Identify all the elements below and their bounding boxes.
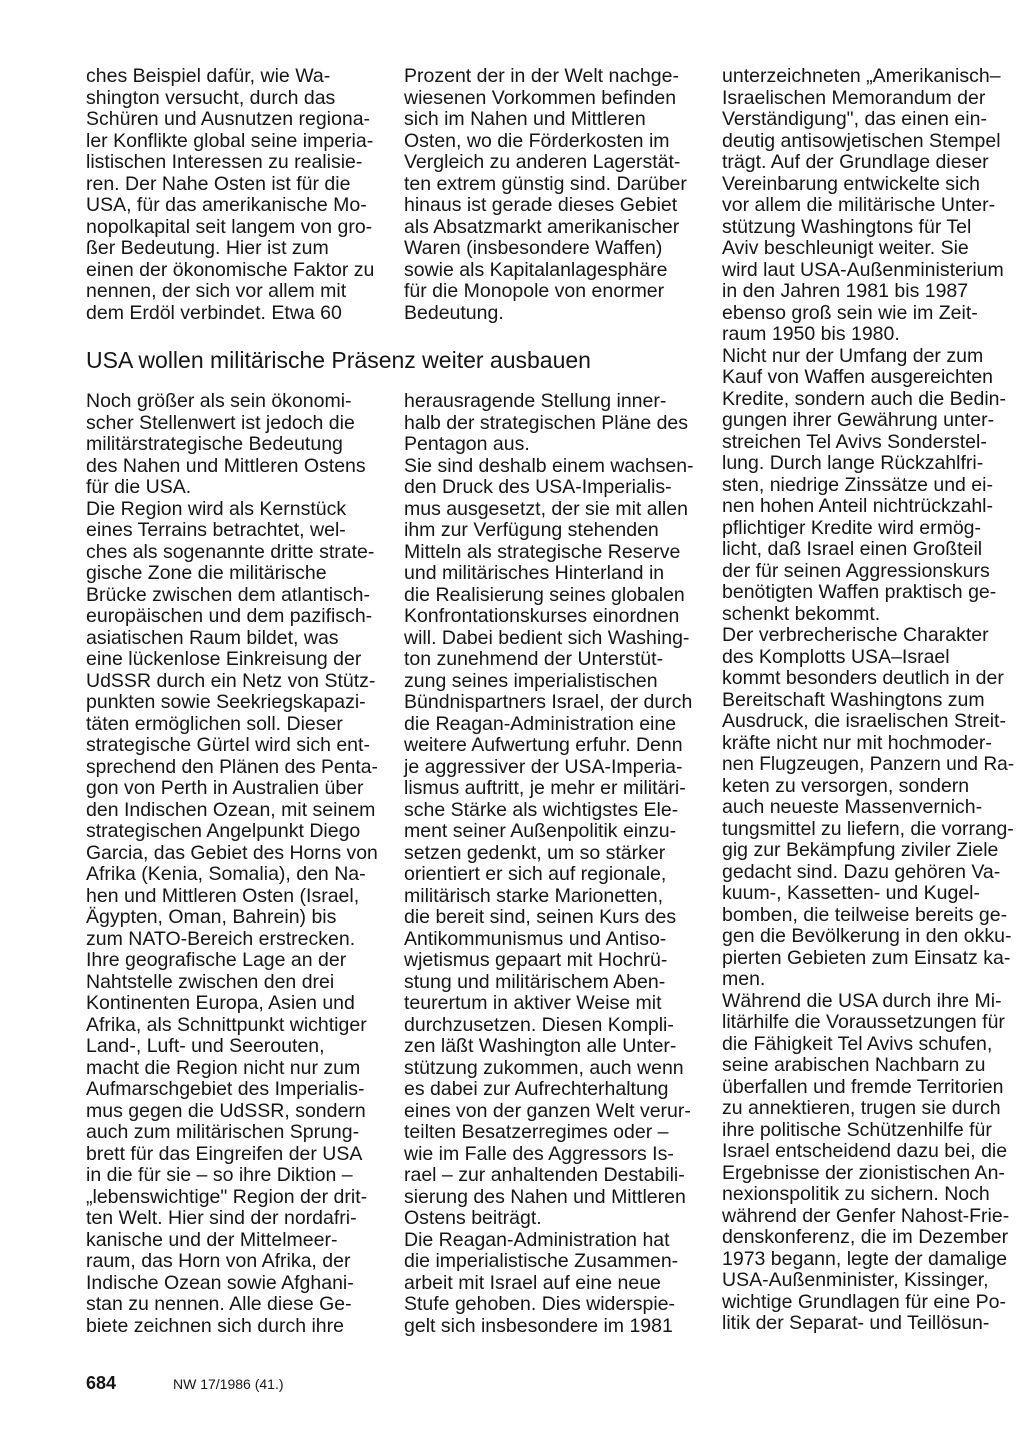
text-line: ler Konflikte global seine imperia- bbox=[86, 129, 374, 152]
text-line: eines Terrains betrachtet, wel- bbox=[86, 519, 346, 541]
text-line: punkten sowie Seekriegskapazi- bbox=[86, 691, 366, 713]
text-line: Aufmarschgebiet des Imperialis- bbox=[86, 1078, 365, 1100]
text-line: Schüren und Ausnutzen regiona- bbox=[86, 108, 371, 130]
text-line: ches als sogenannte dritte strate- bbox=[86, 540, 375, 563]
text-line: die imperialistische Zusammen- bbox=[404, 1250, 679, 1272]
text-line: Land-, Luft- und Seerouten, bbox=[86, 1035, 325, 1057]
text-line: Osten, wo die Förderkosten im bbox=[404, 129, 670, 152]
text-line: licht, daß Israel einen Großteil bbox=[722, 538, 983, 560]
page-number: 684 bbox=[86, 1373, 117, 1393]
text-line: USA, für das amerikanische Mo- bbox=[86, 194, 367, 216]
text-line: mus gegen die UdSSR, sondern bbox=[86, 1099, 366, 1122]
text-line: Vereinbarung entwickelte sich bbox=[722, 172, 980, 195]
text-line: asiatischen Raum bildet, was bbox=[86, 626, 339, 649]
text-line: wjetismus gepaart mit Hochrü- bbox=[404, 949, 668, 971]
text-line: Vergleich zu anderen Lagerstät- bbox=[404, 151, 681, 173]
text-line: Stufe gehoben. Dies widerspie- bbox=[404, 1293, 675, 1315]
text-line: Die Reagan-Administration hat bbox=[404, 1228, 670, 1251]
text-line: ihre politische Schützenhilfe für bbox=[722, 1118, 992, 1141]
text-line: Während die USA durch ihre Mi- bbox=[722, 989, 1002, 1012]
text-line: hen und Mittleren Osten (Israel, bbox=[86, 884, 360, 907]
text-line: vor allem die militärische Unter- bbox=[722, 194, 996, 216]
text-line: „lebenswichtige" Region der drit- bbox=[86, 1185, 368, 1208]
text-line: Ausdruck, die israelischen Streit- bbox=[722, 710, 1006, 732]
bottom-column-2 bbox=[404, 391, 694, 1337]
text-line: raum 1950 bis 1980. bbox=[722, 323, 900, 345]
text-line: wie im Falle des Aggressors Is- bbox=[404, 1142, 674, 1165]
text-line: gon von Perth in Australien über bbox=[86, 777, 364, 799]
text-line: raum, das Horn von Afrika, der bbox=[86, 1250, 351, 1272]
text-line: gig zur Bekämpfung ziviler Ziele bbox=[722, 839, 999, 861]
text-line: unterzeichneten „Amerikanisch– bbox=[722, 65, 1001, 87]
text-line: für die Monopole von enormer bbox=[404, 280, 665, 302]
text-line: ebenso groß sein wie im Zeit- bbox=[722, 301, 978, 324]
text-line: zung seines imperialistischen bbox=[404, 669, 658, 692]
paragraph bbox=[722, 625, 1014, 991]
paragraph bbox=[86, 391, 378, 499]
text-line: je aggressiver der USA-Imperia- bbox=[404, 755, 683, 778]
text-line: wichtige Grundlagen für eine Po- bbox=[722, 1290, 1006, 1313]
text-line: Kredite, sondern auch die Bedin- bbox=[722, 387, 1007, 410]
text-line: gedacht sind. Dazu gehören Va- bbox=[722, 860, 1001, 883]
text-line: Bereitschaft Washingtons zum bbox=[722, 688, 985, 711]
right-column bbox=[722, 66, 1014, 1335]
text-line: Indische Ozean sowie Afghani- bbox=[86, 1271, 354, 1294]
text-line: strategischen Angelpunkt Diego bbox=[86, 820, 361, 842]
text-line: Bedeutung. bbox=[404, 301, 504, 324]
text-line: macht die Region nicht nur zum bbox=[86, 1056, 361, 1079]
text-line: Ergebnisse der zionistischen An- bbox=[722, 1161, 1005, 1184]
text-line: seine arabischen Nachbarn zu bbox=[722, 1054, 986, 1076]
text-line: während der Genfer Nahost-Frie- bbox=[722, 1204, 1010, 1227]
text-line: Noch größer als sein ökonomi- bbox=[86, 390, 352, 412]
text-line: in den Jahren 1981 bis 1987 bbox=[722, 280, 969, 302]
text-line: sierung des Nahen und Mittleren bbox=[404, 1185, 686, 1208]
text-line: als Absatzmarkt amerikanischer bbox=[404, 215, 680, 238]
text-line: Afrika (Kenia, Somalia), den Na- bbox=[86, 863, 366, 885]
text-line: Sie sind deshalb einem wachsen- bbox=[404, 454, 694, 477]
text-line: tungsmittel zu liefern, die vorrang- bbox=[722, 817, 1014, 840]
text-line: streichen Tel Avivs Sonderstel- bbox=[722, 430, 987, 453]
text-line: deutig antisowjetischen Stempel bbox=[722, 129, 1001, 152]
text-line: Prozent der in der Welt nachge- bbox=[404, 65, 679, 87]
text-line: wird laut USA-Außenministerium bbox=[722, 258, 1004, 281]
text-line: eines von der ganzen Welt verur- bbox=[404, 1099, 691, 1122]
text-line: ihm zur Verfügung stehenden bbox=[404, 519, 659, 541]
text-line: hinaus ist gerade dieses Gebiet bbox=[404, 194, 678, 216]
text-line: und militärisches Hinterland in bbox=[404, 562, 665, 584]
text-line: nen hohen Anteil nichtrückzahl- bbox=[722, 495, 994, 517]
text-line: strategische Gürtel wird sich ent- bbox=[86, 734, 370, 756]
text-line: sche Stärke als wichtigstes Ele- bbox=[404, 798, 679, 821]
paragraph bbox=[86, 499, 378, 951]
text-line: ren. Der Nahe Osten ist für die bbox=[86, 172, 351, 195]
text-line: eine lückenlose Einkreisung der bbox=[86, 648, 362, 670]
text-line: wiesenen Vorkommen befinden bbox=[404, 86, 677, 109]
text-line: stützung Washingtons für Tel bbox=[722, 215, 972, 238]
text-line: herausragende Stellung inner- bbox=[404, 390, 667, 412]
text-line: die Realisierung seines globalen bbox=[404, 583, 685, 606]
text-line: nexionspolitik zu sichern. Noch bbox=[722, 1183, 990, 1205]
text-line: gen die Bevölkerung in den okku- bbox=[722, 925, 1012, 947]
text-line: dem Erdöl verbindet. Etwa 60 bbox=[86, 301, 342, 324]
text-line: keten zu versorgen, sondern bbox=[722, 774, 970, 797]
text-line: setzen gedenkt, um so stärker bbox=[404, 841, 666, 864]
text-line: Nicht nur der Umfang der zum bbox=[722, 344, 984, 367]
text-line: sich im Nahen und Mittleren bbox=[404, 108, 646, 130]
text-line: schenkt bekommt. bbox=[722, 602, 881, 625]
text-line: militärstrategische Bedeutung bbox=[86, 433, 343, 455]
text-line: teilten Besatzerregimes oder – bbox=[404, 1121, 669, 1143]
text-line: men. bbox=[722, 968, 766, 990]
text-line: auch zum militärischen Sprung- bbox=[86, 1121, 360, 1143]
text-line: weitere Aufwertung erfuhr. Denn bbox=[404, 734, 683, 756]
text-line: mus ausgesetzt, der sie mit allen bbox=[404, 497, 688, 520]
paragraph bbox=[404, 391, 694, 456]
paragraph bbox=[722, 66, 1014, 346]
paragraph bbox=[722, 991, 1014, 1335]
text-line: pflichtiger Kredite wird ermög- bbox=[722, 516, 982, 539]
text-line: litik der Separat- und Teillösun- bbox=[722, 1312, 990, 1334]
text-line: Mitteln als strategische Reserve bbox=[404, 540, 681, 563]
bottom-column-1 bbox=[86, 391, 378, 1337]
text-line: nennen, der sich vor allem mit bbox=[86, 280, 347, 302]
text-line: litärhilfe die Voraussetzungen für bbox=[722, 1011, 1005, 1033]
text-line: den Druck des USA-Imperialis- bbox=[404, 476, 672, 498]
text-line: Kontinenten Europa, Asien und bbox=[86, 992, 355, 1014]
text-line: lismus auftritt, je mehr er militäri- bbox=[404, 777, 686, 799]
text-line: halb der strategischen Pläne des bbox=[404, 411, 689, 434]
text-line: zu annektieren, trugen sie durch bbox=[722, 1097, 1001, 1119]
paragraph bbox=[404, 1230, 694, 1338]
text-line: pierten Gebieten zum Einsatz ka- bbox=[722, 946, 1011, 969]
text-line: Bündnispartners Israel, der durch bbox=[404, 691, 693, 713]
text-line: bomben, die teilweise bereits ge- bbox=[722, 903, 1008, 926]
text-line: Pentagon aus. bbox=[404, 433, 530, 455]
text-line: listischen Interessen zu realisie- bbox=[86, 151, 363, 173]
text-line: Antikommunismus und Antiso- bbox=[404, 927, 667, 950]
text-line: nopolkapital seit langem von gro- bbox=[86, 215, 373, 238]
text-line: kuum-, Kassetten- und Kugel- bbox=[722, 882, 980, 904]
text-line: der für seinen Aggressionskurs bbox=[722, 559, 990, 582]
text-line: den Indischen Ozean, mit seinem bbox=[86, 798, 376, 821]
text-line: Brücke zwischen dem atlantisch- bbox=[86, 583, 370, 606]
text-line: Garcia, das Gebiet des Horns von bbox=[86, 841, 378, 864]
text-line: shington versucht, durch das bbox=[86, 86, 336, 109]
text-line: Israelischen Memorandum der bbox=[722, 86, 986, 109]
text-line: gelt sich insbesondere im 1981 bbox=[404, 1314, 673, 1337]
text-line: trägt. Auf der Grundlage dieser bbox=[722, 151, 989, 173]
text-line: nen Flugzeugen, Panzern und Ra- bbox=[722, 753, 1015, 775]
top-column-2 bbox=[404, 66, 694, 324]
text-line: USA-Außenminister, Kissinger, bbox=[722, 1269, 989, 1291]
text-line: die Reagan-Administration eine bbox=[404, 712, 677, 735]
text-line: ches Beispiel dafür, wie Wa- bbox=[86, 65, 331, 87]
text-line: überfallen und fremde Territorien bbox=[722, 1075, 1004, 1098]
text-line: UdSSR durch ein Netz von Stütz- bbox=[86, 669, 376, 692]
paragraph bbox=[404, 456, 694, 1230]
text-line: kanische und der Mittelmeer- bbox=[86, 1228, 338, 1251]
text-line: ten extrem günstig sind. Darüber bbox=[404, 172, 687, 195]
text-line: ton zunehmend der Unterstüt- bbox=[404, 648, 664, 670]
text-line: Afrika, als Schnittpunkt wichtiger bbox=[86, 1013, 367, 1036]
text-line: biete zeichnen sich durch ihre bbox=[86, 1314, 344, 1337]
text-line: brett für das Eingreifen der USA bbox=[86, 1142, 363, 1165]
text-line: ten Welt. Hier sind der nordafri- bbox=[86, 1207, 357, 1229]
text-line: Ihre geografische Lage an der bbox=[86, 949, 347, 971]
text-line: sowie als Kapitalanlagesphäre bbox=[404, 258, 668, 281]
text-line: sten, niedrige Zinssätze und ei- bbox=[722, 473, 993, 496]
text-line: 1973 begann, legte der damalige bbox=[722, 1247, 1008, 1270]
text-line: rael – zur anhaltenden Destabili- bbox=[404, 1164, 685, 1186]
text-line: Waren (insbesondere Waffen) bbox=[404, 237, 663, 259]
text-line: Aviv beschleunigt weiter. Sie bbox=[722, 237, 969, 259]
text-line: benötigten Waffen praktisch ge- bbox=[722, 581, 997, 603]
text-line: scher Stellenwert ist jedoch die bbox=[86, 411, 355, 434]
text-line: denskonferenz, die im Dezember bbox=[722, 1226, 1009, 1248]
text-line: europäischen und dem pazifisch- bbox=[86, 605, 373, 627]
text-line: Ostens beiträgt. bbox=[404, 1207, 542, 1229]
text-line: orientiert er sich auf regionale, bbox=[404, 863, 667, 885]
text-line: Kauf von Waffen ausgereichten bbox=[722, 366, 994, 388]
text-line: auch neueste Massenvernich- bbox=[722, 796, 983, 818]
text-line: stützung zukommen, auch wenn bbox=[404, 1056, 684, 1079]
text-line: kräfte nicht nur mit hochmoder- bbox=[722, 731, 992, 754]
text-line: gische Zone die militärische bbox=[86, 562, 327, 584]
text-line: stan zu nennen. Alle diese Ge- bbox=[86, 1293, 352, 1315]
paragraph bbox=[86, 66, 378, 324]
text-line: des Nahen und Mittleren Ostens bbox=[86, 454, 366, 477]
text-line: Die Region wird als Kernstück bbox=[86, 497, 347, 520]
text-line: ßer Bedeutung. Hier ist zum bbox=[86, 237, 329, 259]
text-line: zum NATO-Bereich erstrecken. bbox=[86, 927, 356, 950]
text-line: lung. Durch lange Rückzahlfri- bbox=[722, 452, 984, 474]
issue-reference: NW 17/1986 (41.) bbox=[173, 1376, 284, 1392]
text-line: sprechend den Plänen des Penta- bbox=[86, 755, 378, 778]
text-line: des Komplotts USA–Israel bbox=[722, 645, 950, 668]
paragraph bbox=[86, 950, 378, 1337]
text-line: es dabei zur Aufrechterhaltung bbox=[404, 1078, 669, 1100]
text-line: einen der ökonomische Faktor zu bbox=[86, 258, 375, 281]
paragraph bbox=[722, 346, 1014, 626]
text-line: kommt besonders deutlich in der bbox=[722, 667, 1004, 689]
text-line: in die für sie – so ihre Diktion – bbox=[86, 1164, 353, 1186]
text-line: teurertum in aktiver Weise mit bbox=[404, 992, 662, 1014]
text-line: täten ermöglichen soll. Dieser bbox=[86, 712, 343, 735]
text-line: Israel entscheidend dazu bei, die bbox=[722, 1140, 1008, 1162]
text-line: Nahtstelle zwischen den drei bbox=[86, 970, 335, 993]
text-line: arbeit mit Israel auf eine neue bbox=[404, 1271, 661, 1294]
text-line: militärisch starke Marionetten, bbox=[404, 884, 664, 907]
text-line: gungen ihrer Gewährung unter- bbox=[722, 409, 995, 431]
text-line: Der verbrecherische Charakter bbox=[722, 624, 989, 646]
top-column-1 bbox=[86, 66, 378, 324]
text-line: zen läßt Washington alle Unter- bbox=[404, 1035, 677, 1057]
text-line: will. Dabei bedient sich Washing- bbox=[404, 626, 690, 649]
text-line: stung und militärischem Aben- bbox=[404, 970, 666, 993]
text-line: ment seiner Außenpolitik einzu- bbox=[404, 820, 677, 842]
text-line: durchzusetzen. Diesen Kompli- bbox=[404, 1013, 674, 1036]
section-heading: USA wollen militärische Präsenz weiter ausbauen bbox=[86, 347, 591, 373]
text-line: Ägypten, Oman, Bahrein) bis bbox=[86, 906, 337, 928]
text-line: Verständigung", das einen ein- bbox=[722, 108, 987, 130]
text-line: für die USA. bbox=[86, 476, 192, 498]
text-line: die Fähigkeit Tel Avivs schufen, bbox=[722, 1032, 993, 1055]
text-line: die bereit sind, seinen Kurs des bbox=[404, 906, 677, 928]
paragraph bbox=[404, 66, 694, 324]
text-line: Konfrontationskurses einordnen bbox=[404, 605, 680, 627]
